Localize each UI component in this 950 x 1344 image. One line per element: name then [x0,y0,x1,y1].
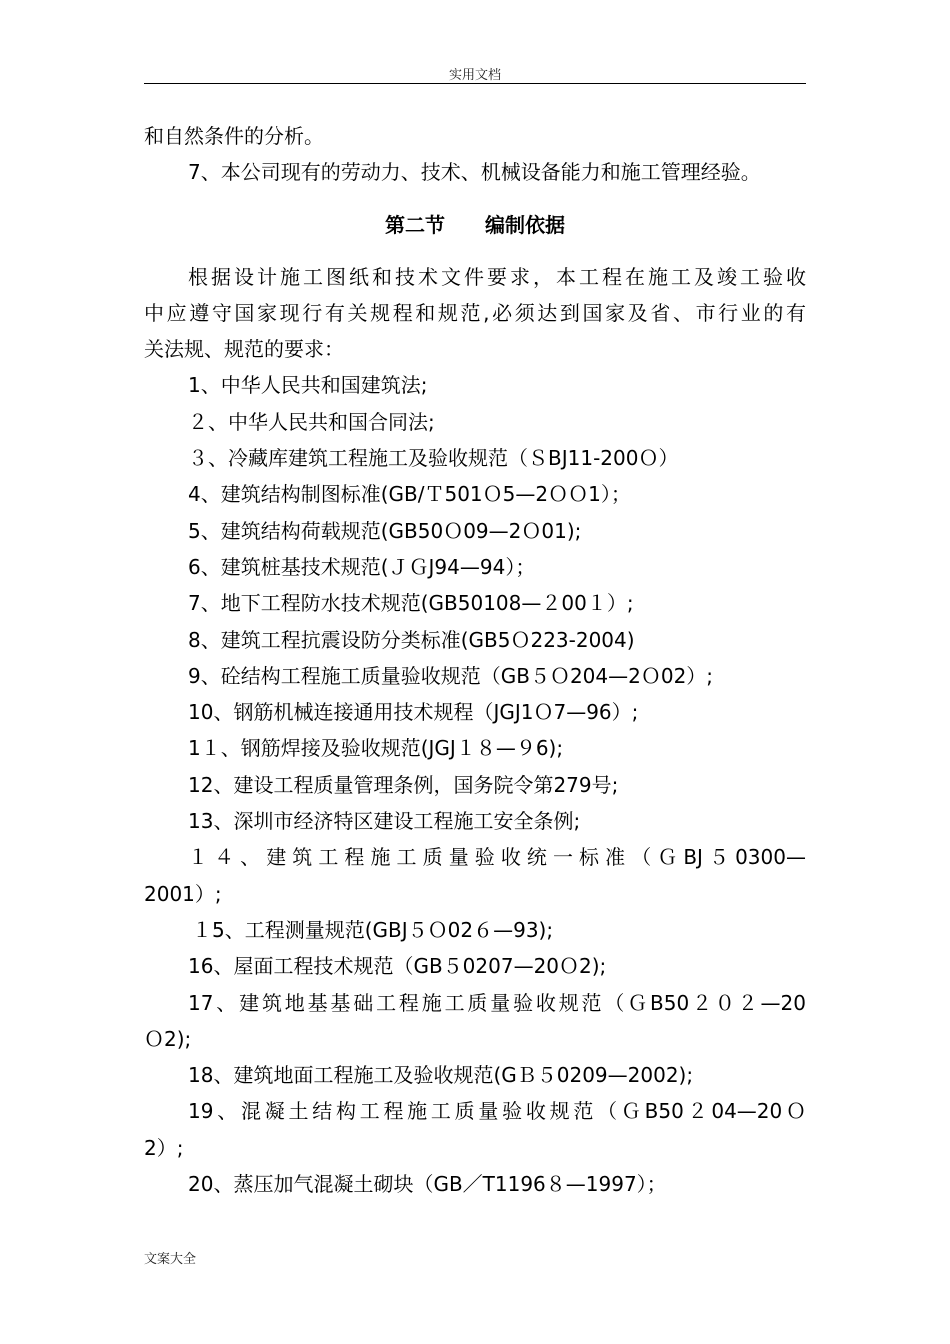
list-item-17-line-2: Ｏ2); [144,1026,192,1051]
list-item: 5、建筑结构荷载规范(GB50Ｏ09—2Ｏ01); [188,518,582,543]
paragraph-line-2: 中应遵守国家现行有关规程和规范,必须达到国家及省、市行业的有 [144,300,806,325]
page-header: 实用文档 [448,68,501,83]
list-item: 6、建筑桩基技术规范(ＪＧJ94—94）； [188,554,536,579]
list-item-14-line-1: １４、建筑工程施工质量验收统一标准（ＧBJ５0300— [188,845,806,870]
list-item: ２、中华人民共和国合同法; [188,409,435,434]
header-rule [144,83,806,84]
page-footer: 文案大全 [144,1252,197,1267]
list-item: 18、建筑地面工程施工及验收规范(GＢ５0209—2002); [188,1063,694,1088]
list-item: 4、建筑结构制图标准(GB/Ｔ501Ｏ5—2ＯＯ1）； [188,482,631,507]
list-item: 1、中华人民共和国建筑法; [188,373,428,398]
list-item: 20、蒸压加气混凝土砌块（GB／T1196８—1997）； [188,1172,667,1197]
list-item: 16、屋面工程技术规范（GB５0207—20Ｏ2); [188,954,607,979]
list-item: 7、地下工程防水技术规范(GB50108—２00１）; [188,591,634,616]
paragraph-line-1: 根据设计施工图纸和技术文件要求，本工程在施工及竣工验收 [188,264,806,289]
list-item: 12、建设工程质量管理条例，国务院令第279号; [188,772,619,797]
list-item: 10、钢筋机械连接通用技术规程（JGJ1Ｏ7—96）; [188,700,639,725]
list-item-19-line-1: 19、混凝土结构工程施工质量验收规范（ＧB50２04—20Ｏ [188,1099,806,1124]
list-item: 9、砼结构工程施工质量验收规范（GB５Ｏ204—2Ｏ02）; [188,663,714,688]
document-body [144,118,806,1202]
list-item-19-line-2: 2）; [144,1135,184,1160]
list-item-14-line-2: 2001）; [144,881,222,906]
list-item: 1１、钢筋焊接及验收规范(JGJ１８—９6); [188,736,564,761]
list-item: 13、深圳市经济特区建设工程施工安全条例; [188,809,581,834]
intro-line-2: 7、本公司现有的劳动力、技术、机械设备能力和施工管理经验。 [188,160,761,185]
list-item: 8、建筑工程抗震设防分类标准(GB5Ｏ223-2004) [188,627,635,652]
section-heading: 第二节 编制依据 [385,212,565,237]
list-item-17-line-1: 17、建筑地基基础工程施工质量验收规范（ＧB50２０２—20 [188,990,806,1015]
list-item: １5、工程测量规范(GBJ５Ｏ02６—93); [192,917,554,942]
paragraph-line-3: 关法规、规范的要求： [144,337,344,362]
list-item: ３、冷藏库建筑工程施工及验收规范（ＳBJ11-200Ｏ） [188,446,679,471]
intro-line-1: 和自然条件的分析。 [144,124,324,148]
